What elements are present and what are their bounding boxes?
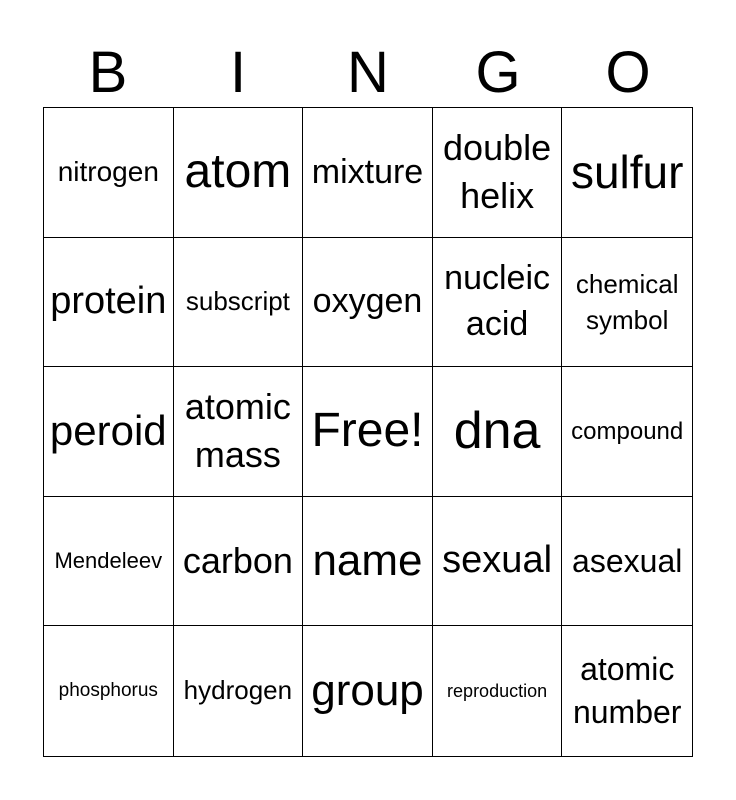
bingo-cell[interactable]: compound: [562, 367, 692, 497]
bingo-cell[interactable]: group: [303, 626, 433, 756]
bingo-cell[interactable]: nucleic acid: [433, 238, 563, 368]
bingo-cell[interactable]: protein: [44, 238, 174, 368]
header-letter-i: I: [229, 40, 247, 105]
header-letter-b: B: [88, 40, 128, 105]
bingo-cell[interactable]: carbon: [174, 497, 304, 627]
bingo-cell[interactable]: sexual: [433, 497, 563, 627]
bingo-card-grid: [43, 107, 693, 757]
bingo-cell[interactable]: phosphorus: [44, 626, 174, 756]
bingo-cell[interactable]: nitrogen: [44, 108, 174, 238]
bingo-cell[interactable]: sulfur: [562, 108, 692, 238]
bingo-cell[interactable]: asexual: [562, 497, 692, 627]
bingo-cell[interactable]: subscript: [174, 238, 304, 368]
bingo-cell[interactable]: oxygen: [303, 238, 433, 368]
bingo-cell[interactable]: Mendeleev: [44, 497, 174, 627]
header-letter-n: N: [347, 40, 389, 105]
bingo-cell[interactable]: atomic mass: [174, 367, 304, 497]
bingo-cell[interactable]: atomic number: [572, 651, 682, 731]
bingo-cell[interactable]: peroid: [44, 367, 174, 497]
bingo-cell[interactable]: hydrogen: [174, 626, 304, 756]
bingo-header: [43, 38, 693, 108]
header-letter-o: O: [605, 40, 651, 105]
bingo-cell[interactable]: reproduction: [433, 626, 563, 756]
bingo-cell[interactable]: mixture: [303, 108, 433, 238]
bingo-cell[interactable]: dna: [433, 367, 563, 497]
bingo-cell[interactable]: Free!: [303, 367, 433, 497]
bingo-cell[interactable]: name: [303, 497, 433, 627]
header-letter-g: G: [475, 40, 521, 105]
bingo-cell[interactable]: atom: [174, 108, 304, 238]
bingo-cell[interactable]: double helix: [433, 108, 563, 238]
bingo-cell[interactable]: chemical symbol: [562, 238, 692, 368]
